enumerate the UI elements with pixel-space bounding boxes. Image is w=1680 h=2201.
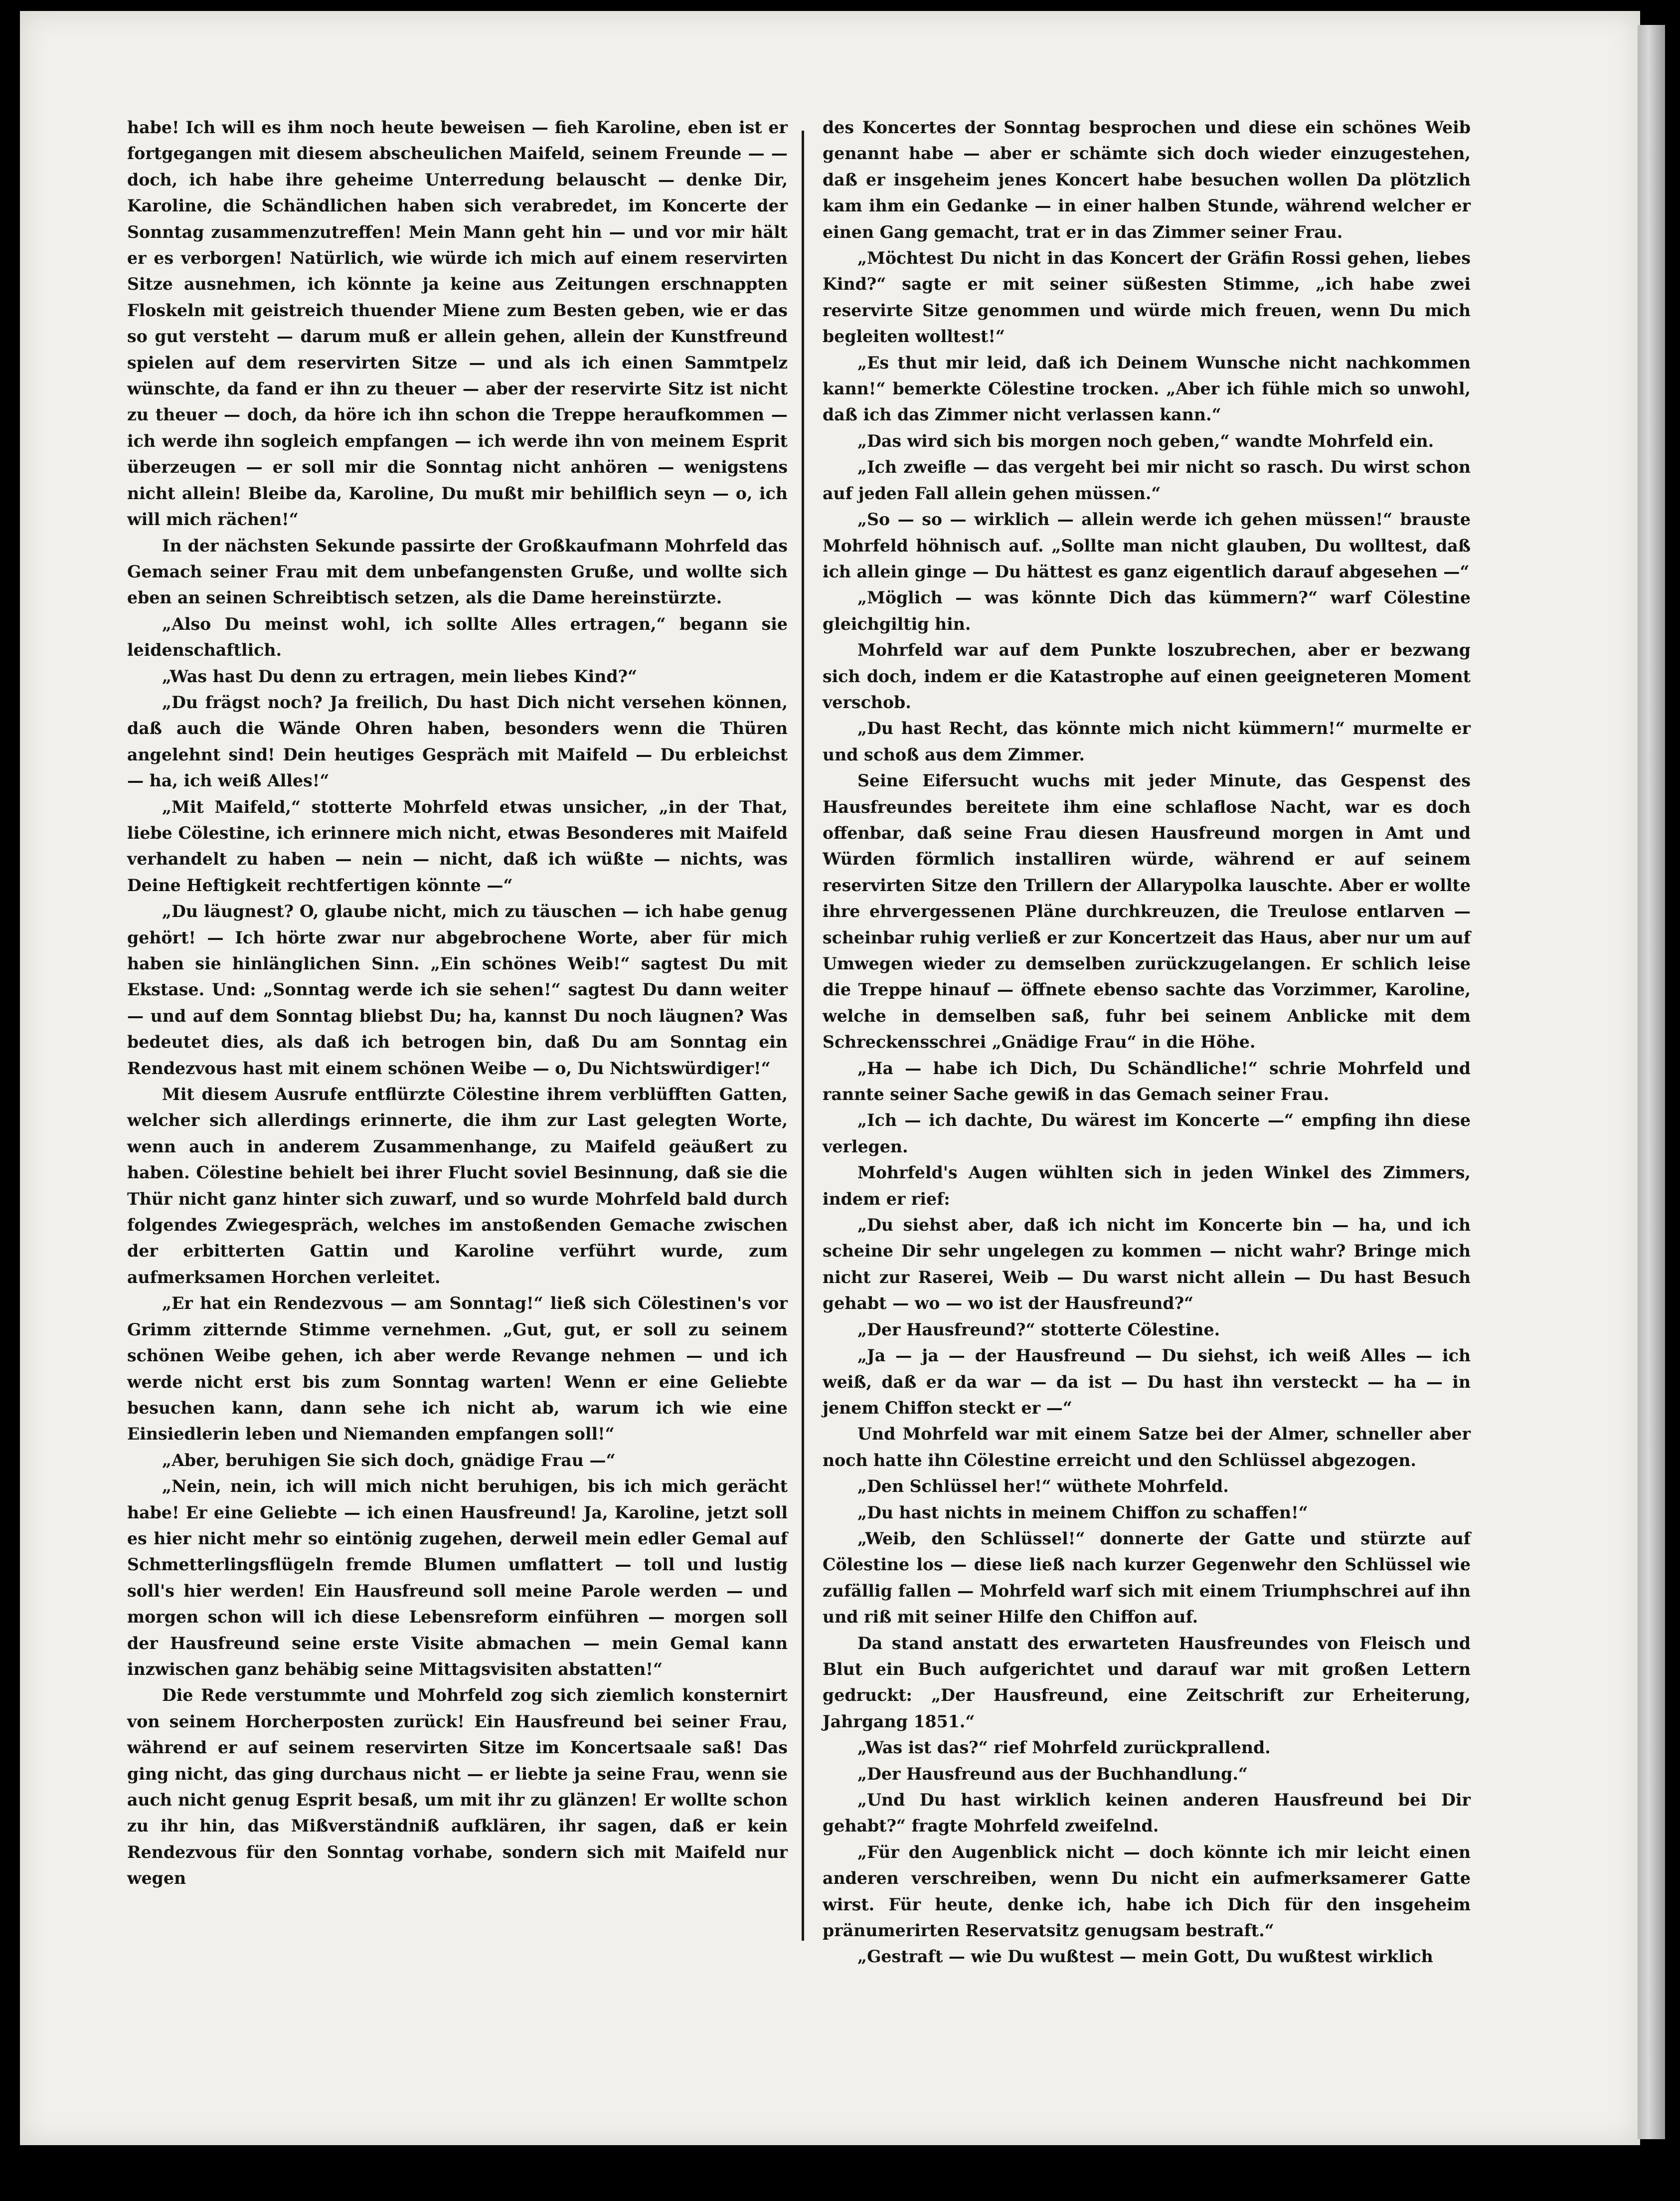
paragraph: „Der Hausfreund aus der Buchhandlung.“ (857, 1764, 1248, 1784)
paragraph: „Weib, den Schlüssel!“ donnerte der Gatte und stürzte auf Cölestine los — diese ließ nach kurzer Gegenwehr den Schlüssel wie zufällig fallen — Mohrfeld warf sich mit einem Triumphschrei auf ihn und riß mit seiner Hilfe den Chiffon auf. (823, 1528, 1471, 1627)
paragraph: Und Mohrfeld war mit einem Satze bei der Almer, schneller aber noch hatte ihn Cölestine erreicht und den Schlüssel abgezogen. (823, 1424, 1471, 1470)
paragraph: „Du siehst aber, daß ich nicht im Koncerte bin — ha, und ich scheine Dir sehr ungelegen zu kommen — nicht wahr? Bringe mich nicht zur Raserei, Weib — Du warst nicht allein — Du hast Besuch gehabt — wo — wo ist der Hausfreund?“ (823, 1215, 1471, 1313)
paragraph: „Mit Maifeld,“ stotterte Mohrfeld etwas unsicher, „in der That, liebe Cölestine, ich erinnere mich nicht, etwas Besonderes mit Maifeld verhandelt zu haben — nein — nicht, daß ich wüßte — nichts, was Deine Heftigkeit rechtfertigen könnte —“ (127, 797, 788, 895)
paragraph: „Ha — habe ich Dich, Du Schändliche!“ schrie Mohrfeld und rannte seiner Sache gewiß in das Gemach seiner Frau. (823, 1058, 1471, 1104)
paragraph: „Was hast Du denn zu ertragen, mein liebes Kind?“ (162, 666, 638, 686)
paragraph: „Er hat ein Rendezvous — am Sonntag!“ ließ sich Cölestinen's vor Grimm zitternde Stimme vernehmen. „Gut, gut, er soll zu seinem schönen Weibe gehen, ich aber werde Revange nehmen — und ich werde nicht erst bis zum Sonntag warten! Wenn er eine Geliebte besuchen kann, dann sehe ich nicht ab, warum ich wie eine Einsiedlerin leben und Niemanden empfangen soll!“ (127, 1293, 788, 1444)
paragraph: „Den Schlüssel her!“ wüthete Mohrfeld. (857, 1476, 1229, 1496)
paragraph: Mit diesem Ausrufe entflürzte Cölestine ihrem verblüfften Gatten, welcher sich allerdings erinnerte, die ihm zur Last gelegten Worte, wenn auch in anderem Zusammenhange, zu Maifeld geäußert zu haben. Cölestine behielt bei ihrer Flucht soviel Besinnung, daß sie die Thür nicht ganz hinter sich zuwarf, und so wurde Mohrfeld bald durch folgendes Zwiegespräch, welches im anstoßenden Gemache zwischen der erbitterten Gattin und Karoline verführt wurde, zum aufmerksamen Horchen verleitet. (127, 1085, 788, 1287)
paragraph: „Ich — ich dachte, Du wärest im Koncerte —“ empfing ihn diese verlegen. (823, 1110, 1471, 1156)
paragraph: des Koncertes der Sonntag besprochen und diese ein schönes Weib genannt habe — aber er schämte sich doch wieder einzugestehen, daß er insgeheim jenes Koncert habe besuchen wollen Da plötzlich kam ihm ein Gedanke — in einer halben Stunde, während welcher er einen Gang gemacht, trat er in das Zimmer seiner Frau. (823, 118, 1471, 242)
right-column (823, 115, 1471, 1970)
paragraph: „Also Du meinst wohl, ich sollte Alles ertragen,“ begann sie leidenschaftlich. (127, 614, 788, 660)
paragraph: „Du läugnest? O, glaube nicht, mich zu täuschen — ich habe genug gehört! — Ich hörte zwar nur abgebrochene Worte, aber für mich haben sie hinlänglichen Sinn. „Ein schönes Weib!“ sagtest Du mit Ekstase. Und: „Sonntag werde ich sie sehen!“ sagtest Du dann weiter — und auf dem Sonntag bliebst Du; ha, kannst Du noch läugnen? Was bedeutet dies, als daß ich betrogen bin, daß Du am Sonntag ein Rendezvous hast mit einem schönen Weibe — o, Du Nichtswürdiger!“ (127, 902, 788, 1078)
paragraph: „So — so — wirklich — allein werde ich gehen müssen!“ brauste Mohrfeld höhnisch auf. „Sollte man nicht glauben, Du wolltest, daß ich allein ginge — Du hättest es ganz eigentlich darauf abgesehen —“ (823, 510, 1471, 581)
paragraph: „Für den Augenblick nicht — doch könnte ich mir leicht einen anderen verschreiben, wenn Du nicht ein aufmerksamerer Gatte wirst. Für heute, denke ich, habe ich Dich für den insgeheim pränumerirten Reservatsitz genugsam bestraft.“ (823, 1842, 1471, 1941)
paragraph: „Aber, beruhigen Sie sich doch, gnädige Frau —“ (162, 1450, 616, 1470)
paragraph: „Gestraft — wie Du wußtest — mein Gott, Du wußtest wirklich (857, 1947, 1433, 1967)
paragraph: Seine Eifersucht wuchs mit jeder Minute, das Gespenst des Hausfreundes bereitete ihm eine schlaflose Nacht, war es doch offenbar, daß seine Frau diesen Hausfreund morgen in Amt und Würden förmlich installiren würde, während er auf seinem reservirten Sitze den Trillern der Allarypolka lauschte. Aber er wollte ihre ehrvergessenen Pläne durchkreuzen, die Treulose entlarven — scheinbar ruhig verließ er zur Koncertzeit das Haus, aber nur um auf Umwegen wieder zu demselben zurückzugelangen. Er schlich leise die Treppe hinauf — öffnete ebenso sachte das Vorzimmer, Karoline, welche in demselben saß, fuhr bei seinem Anblicke mit dem Schreckensschrei „Gnädige Frau“ in die Höhe. (823, 771, 1471, 1052)
scan-border (0, 2149, 1680, 2201)
paragraph: „Es thut mir leid, daß ich Deinem Wunsche nicht nachkommen kann!“ bemerkte Cölestine trocken. „Aber ich fühle mich so unwohl, daß ich das Zimmer nicht verlassen kann.“ (823, 353, 1471, 425)
paragraph: „Du hast nichts in meinem Chiffon zu schaffen!“ (857, 1502, 1308, 1522)
paragraph: „Ich zweifle — das vergeht bei mir nicht so rasch. Du wirst schon auf jeden Fall allein gehen müssen.“ (823, 457, 1471, 503)
paragraph: „Möchtest Du nicht in das Koncert der Gräfin Rossi gehen, liebes Kind?“ sagte er mit seiner süßesten Stimme, „ich habe zwei reservirte Sitze genommen und würde mich freuen, wenn Du mich begleiten wolltest!“ (823, 248, 1471, 347)
paragraph: „Möglich — was könnte Dich das kümmern?“ warf Cölestine gleichgiltig hin. (823, 588, 1471, 634)
paragraph: „Der Hausfreund?“ stotterte Cölestine. (857, 1319, 1220, 1339)
paragraph: „Du frägst noch? Ja freilich, Du hast Dich nicht versehen können, daß auch die Wände Ohren haben, besonders wenn die Thüren angelehnt sind! Dein heutiges Gespräch mit Maifeld — Du erbleichst — ha, ich weiß Alles!“ (127, 692, 788, 791)
paragraph: Mohrfeld's Augen wühlten sich in jeden Winkel des Zimmers, indem er rief: (823, 1163, 1471, 1209)
paragraph: „Ja — ja — der Hausfreund — Du siehst, ich weiß Alles — ich weiß, daß er da war — da ist — Du hast ihn versteckt — ha — in jenem Chiffon steckt er —“ (823, 1346, 1471, 1418)
page-edge (1638, 25, 1665, 2139)
paragraph: Die Rede verstummte und Mohrfeld zog sich ziemlich konsternirt von seinem Horcherposten zurück! Ein Hausfreund bei seiner Frau, während er auf seinem reservirten Sitze im Koncertsaale saß! Das ging nicht, das ging durchaus nicht — er liebte ja seine Frau, wenn sie auch nicht genug Esprit besaß, um mit ihr zu glänzen! Er wollte schon zu ihr hin, das Mißverständniß aufklären, ihr sagen, daß er kein Rendezvous für den Sonntag vorhabe, sondern sich mit Maifeld nur wegen (127, 1685, 788, 1888)
left-column (127, 115, 788, 1892)
column-divider (802, 131, 804, 1941)
paragraph: „Und Du hast wirklich keinen anderen Hausfreund bei Dir gehabt?“ fragte Mohrfeld zweifelnd. (823, 1790, 1471, 1836)
paragraph: habe! Ich will es ihm noch heute beweisen — fieh Karoline, eben ist er fortgegangen mit diesem abscheulichen Maifeld, seinem Freunde — — doch, ich habe ihre geheime Unterredung belauscht — denke Dir, Karoline, die Schändlichen haben sich verabredet, im Koncerte der Sonntag zusammenzutreffen! Mein Mann geht hin — und vor mir hält er es verborgen! Natürlich, wie würde ich mich auf einem reservirten Sitze ausnehmen, ich könnte ja keine aus Zeitungen erschnappten Floskeln mit geistreich thuender Miene zum Besten geben, wie er das so gut versteht — darum muß er allein gehen, allein der Kunstfreund spielen auf dem reservirten Sitze — und als ich einen Sammtpelz wünschte, da fand er ihn zu theuer — aber der reservirte Sitz ist nicht zu theuer — doch, da höre ich ihn schon die Treppe heraufkommen — ich werde ihn sogleich empfangen — ich werde ihn von meinem Esprit überzeugen — er soll mir die Sonntag nicht anhören — wenigstens nicht allein! Bleibe da, Karoline, Du mußt mir behilflich seyn — o, ich will mich rächen!“ (127, 118, 788, 530)
paragraph: „Du hast Recht, das könnte mich nicht kümmern!“ murmelte er und schoß aus dem Zimmer. (823, 719, 1471, 764)
paragraph: „Nein, nein, ich will mich nicht beruhigen, bis ich mich gerächt habe! Er eine Geliebte — ich einen Hausfreund! Ja, Karoline, jetzt soll es hier nicht mehr so eintönig zugehen, derweil mein edler Gemal auf Schmetterlingsflügeln fremde Blumen umflattert — toll und lustig soll's hier werden! Ein Hausfreund soll meine Parole werden — und morgen schon will ich diese Lebensreform einführen — morgen soll der Hausfreund seine erste Visite abmachen — mein Gemal kann inzwischen ganz behäbig seine Mittagsvisiten abstatten!“ (127, 1476, 788, 1679)
paragraph: „Das wird sich bis morgen noch geben,“ wandte Mohrfeld ein. (857, 431, 1434, 451)
paragraph: „Was ist das?“ rief Mohrfeld zurückprallend. (857, 1738, 1271, 1758)
paragraph: Mohrfeld war auf dem Punkte loszubrechen, aber er bezwang sich doch, indem er die Katastrophe auf einen geeigneteren Moment verschob. (823, 640, 1471, 712)
paragraph: In der nächsten Sekunde passirte der Großkaufmann Mohrfeld das Gemach seiner Frau mit dem unbefangensten Gruße, und wollte sich eben an seinen Schreibtisch setzen, als die Dame hereinstürzte. (127, 536, 788, 608)
paragraph: Da stand anstatt des erwarteten Hausfreundes von Fleisch und Blut ein Buch aufgerichtet und darauf war mit großen Lettern gedruckt: „Der Hausfreund, eine Zeitschrift zur Erheiterung, Jahrgang 1851.“ (823, 1633, 1471, 1731)
